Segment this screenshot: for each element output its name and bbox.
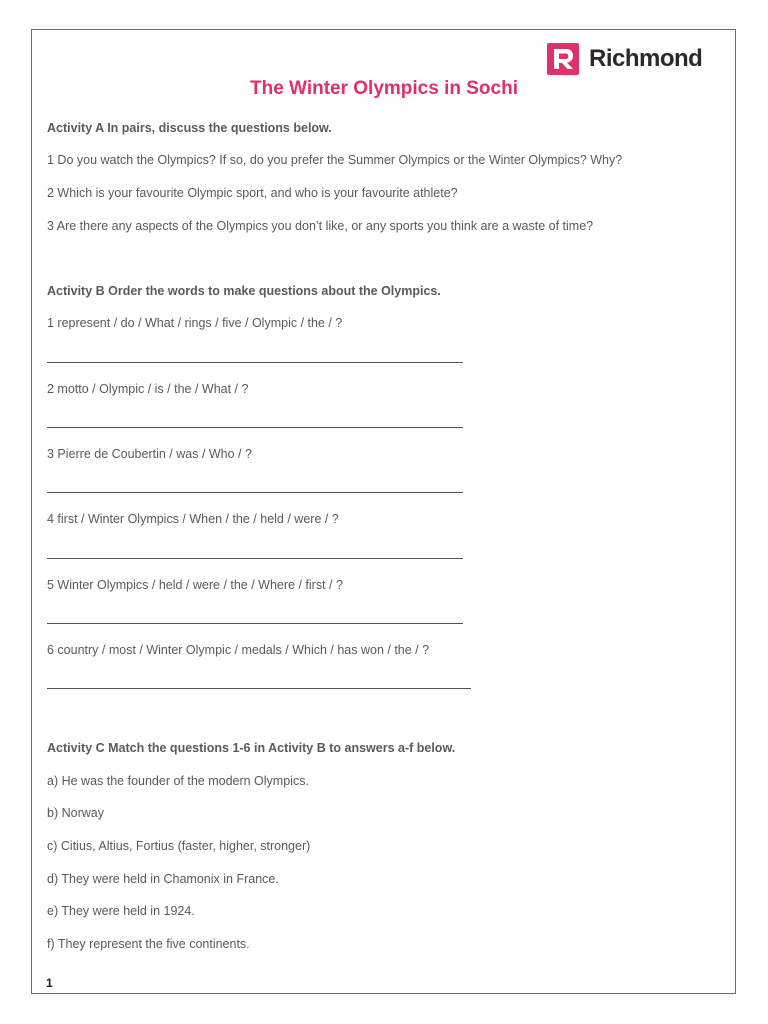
activity-c-answer: a) He was the founder of the modern Olympics. bbox=[47, 774, 309, 788]
activity-b-item: 4 first / Winter Olympics / When / the / held / were / ? bbox=[47, 512, 339, 526]
answer-line[interactable] bbox=[47, 492, 463, 493]
richmond-logo bbox=[547, 43, 702, 75]
activity-a-question: 3 Are there any aspects of the Olympics you don’t like, or any sports you think are a waste of time? bbox=[47, 219, 594, 233]
activity-c-answer: e) They were held in 1924. bbox=[47, 904, 195, 918]
answer-line[interactable] bbox=[47, 558, 463, 559]
activity-b-item: 3 Pierre de Coubertin / was / Who / ? bbox=[47, 447, 252, 461]
activity-c-heading: Activity C Match the questions 1-6 in Activity B to answers a-f below. bbox=[47, 741, 456, 755]
activity-b-item: 1 represent / do / What / rings / five / Olympic / the / ? bbox=[47, 316, 343, 330]
activity-b-item: 2 motto / Olympic / is / the / What / ? bbox=[47, 382, 249, 396]
activity-a-heading: Activity A In pairs, discuss the questions below. bbox=[47, 121, 332, 135]
activity-b-item: 5 Winter Olympics / held / were / the / Where / first / ? bbox=[47, 578, 343, 592]
answer-line[interactable] bbox=[47, 623, 463, 624]
activity-b-item: 6 country / most / Winter Olympic / medals / Which / has won / the / ? bbox=[47, 643, 430, 657]
activity-a-question: 1 Do you watch the Olympics? If so, do you prefer the Summer Olympics or the Winter Olympics? Why? bbox=[47, 153, 623, 167]
activity-b-heading: Activity B Order the words to make questions about the Olympics. bbox=[47, 284, 441, 298]
page-number: 1 bbox=[46, 976, 53, 990]
activity-c-answer: b) Norway bbox=[47, 806, 104, 820]
activity-c-answer: d) They were held in Chamonix in France. bbox=[47, 872, 279, 886]
richmond-logo-icon bbox=[547, 43, 579, 75]
answer-line[interactable] bbox=[47, 427, 463, 428]
answer-line[interactable] bbox=[47, 362, 463, 363]
answer-line[interactable] bbox=[47, 688, 471, 689]
logo-text: Richmond bbox=[589, 45, 703, 72]
page-title: The Winter Olympics in Sochi bbox=[250, 78, 518, 99]
activity-a-question: 2 Which is your favourite Olympic sport, and who is your favourite athlete? bbox=[47, 186, 458, 200]
activity-c-answer: c) Citius, Altius, Fortius (faster, higher, stronger) bbox=[47, 839, 311, 853]
activity-c-answer: f) They represent the five continents. bbox=[47, 937, 250, 951]
